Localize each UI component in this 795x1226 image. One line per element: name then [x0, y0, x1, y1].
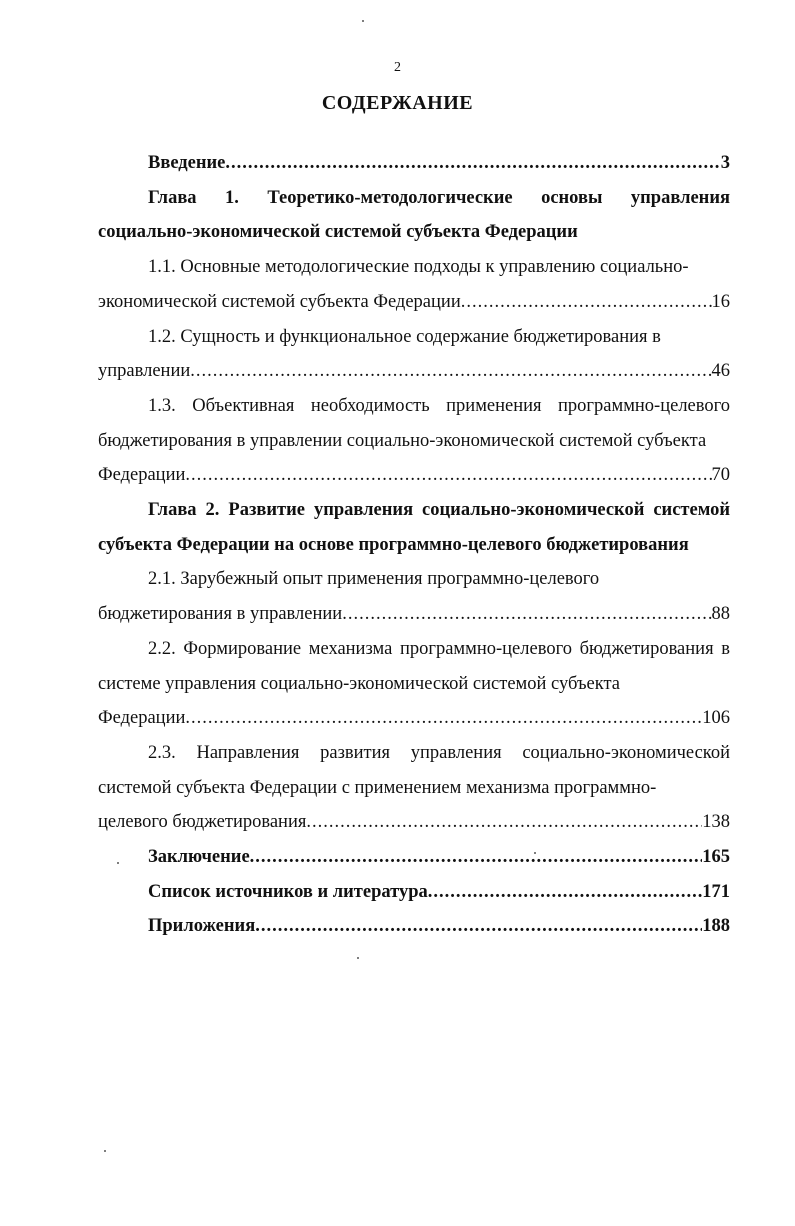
toc-entry-2-2[interactable]: 2.2. Формирование механизма программно-целевого бюджетирования в системе управления социально-экономической системой субъекта — [98, 638, 730, 694]
dot-leader — [190, 354, 711, 389]
toc-entry-label: Введение — [148, 153, 226, 173]
toc-entry-1-2-last-line[interactable] — [98, 354, 730, 389]
toc-entry-page: 138 — [702, 812, 730, 833]
toc-entry-appendices[interactable] — [98, 909, 730, 944]
toc-entry-page: 70 — [711, 465, 730, 486]
toc-entry-introduction[interactable] — [98, 146, 730, 181]
toc-entry-label: Список источников и литература — [148, 881, 428, 902]
scan-speck — [534, 852, 536, 854]
toc-entry-page: 165 — [702, 847, 730, 868]
toc-entry-page: 46 — [711, 361, 730, 382]
dot-leader — [185, 701, 702, 736]
toc-entry-page: 88 — [711, 604, 730, 625]
dot-leader — [185, 458, 711, 493]
dot-leader — [342, 597, 711, 632]
toc-entry-2-3-last-line[interactable] — [98, 805, 730, 840]
toc-entry-page: 171 — [702, 881, 730, 902]
scan-speck — [357, 957, 359, 959]
table-of-contents — [98, 146, 730, 944]
toc-entry-page: 16 — [711, 291, 730, 312]
dot-leader — [306, 805, 702, 840]
toc-entry-1-3[interactable]: 1.3. Объективная необходимость применения программно-целевого бюджетирования в управлении социально-экономической системой субъекта — [98, 395, 730, 451]
dot-leader — [250, 840, 703, 875]
toc-entry-page: 188 — [702, 916, 730, 937]
toc-entry-label: Федерации — [98, 708, 186, 729]
dot-leader — [255, 909, 702, 944]
toc-entry-2-3[interactable]: 2.3. Направления развития управления социально-экономической системой субъекта Федерации с применением механизма программно- — [98, 742, 730, 798]
toc-entry-2-1[interactable]: 2.1. Зарубежный опыт применения программно-целевого — [148, 569, 600, 590]
toc-entry-2-1-last-line[interactable] — [98, 597, 730, 632]
toc-entry-1-3-last-line[interactable] — [98, 458, 730, 493]
toc-entry-references[interactable] — [98, 875, 730, 910]
toc-entry-conclusion[interactable] — [98, 840, 730, 875]
scan-speck — [117, 862, 119, 864]
toc-entry-label: экономической системой субъекта Федерации — [98, 291, 461, 312]
toc-entry-1-2[interactable]: 1.2. Сущность и функциональное содержание бюджетирования в — [148, 326, 661, 347]
toc-entry-label: Приложения — [148, 916, 256, 937]
toc-entry-label: Федерации — [98, 465, 186, 486]
toc-entry-1-1-last-line[interactable] — [98, 285, 730, 320]
toc-entry-1-1[interactable]: 1.1. Основные методологические подходы к управлению социально- — [148, 257, 689, 278]
scan-speck — [104, 1150, 106, 1152]
chapter-1-heading[interactable]: Глава 1. Теоретико-методологические основы управления социально-экономической системой субъекта Федерации — [98, 187, 730, 243]
toc-entry-label: целевого бюджетирования — [98, 812, 307, 833]
dot-leader — [461, 285, 712, 320]
chapter-2-heading[interactable]: Глава 2. Развитие управления социально-экономической системой субъекта Федерации на основе программно-целевого бюджетирования — [98, 500, 730, 555]
toc-entry-label: управлении — [98, 361, 191, 382]
page-title: СОДЕРЖАНИЕ — [321, 92, 474, 114]
dot-leader — [428, 875, 702, 910]
toc-entry-label: бюджетирования в управлении — [98, 604, 343, 625]
dot-leader — [225, 146, 720, 181]
toc-entry-label: Заключение — [148, 847, 250, 868]
toc-entry-page: 106 — [702, 708, 730, 729]
toc-entry-2-2-last-line[interactable] — [98, 701, 730, 736]
page-number: 2 — [394, 60, 401, 75]
toc-entry-page: 3 — [720, 153, 730, 173]
scan-speck — [362, 20, 364, 22]
